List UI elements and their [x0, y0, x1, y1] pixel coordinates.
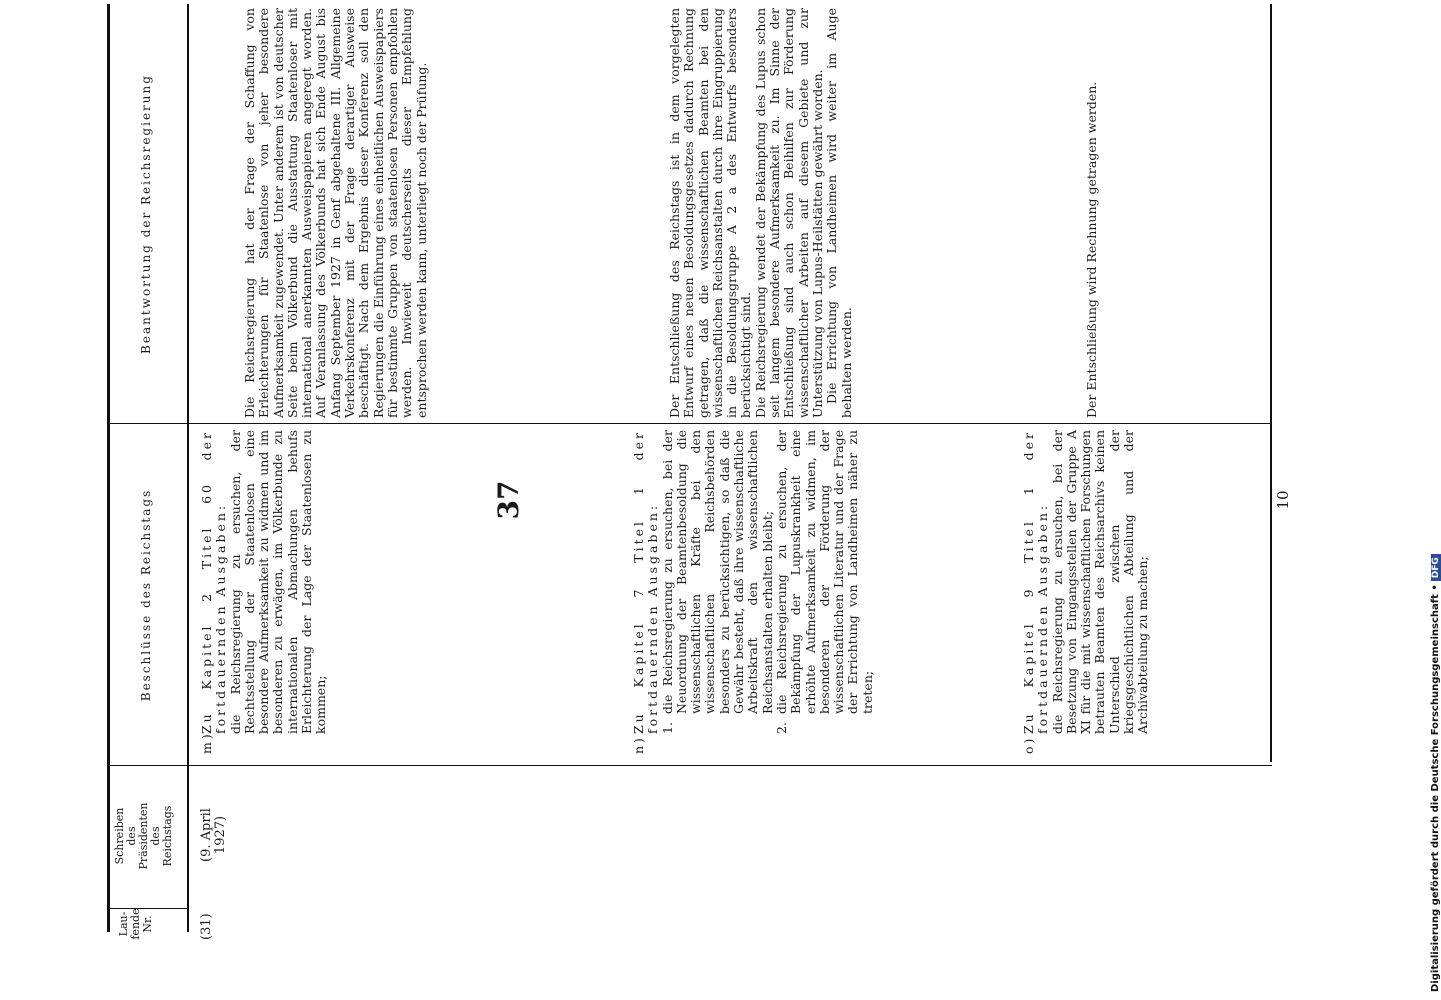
section-o-resolution	[1022, 430, 1151, 760]
schreiben-date: (9. April 1927)	[199, 808, 229, 862]
response-paragraph: Die Errichtung von Landheimen wird weiter im Auge behalten werden.	[824, 8, 854, 418]
resolution-item: 2.die Reichsregierung zu ersuchen, der Bekämpfung der Lupuskrankheit eine erhöhte Aufmerksamkeit zu widmen, im besonderen der Förderung der wissenschaftlichen Literatur und der Frage der Errichtung von Landheimen näher zu treten;	[773, 430, 875, 734]
header-beantwortung: Beantwortung der Reichsregierung	[139, 74, 153, 354]
resolution-item: die Reichsregierung zu ersuchen, bei der Besetzung von Eingangsstellen der Gruppe A XI für die mit wissenschaftlichen Forschungen betrauten Beamten des Reichsarchivs keinen Unterschied zwischen der kriegsgeschichtlichen Abteilung und der Archivabteilung zu machen;	[1049, 430, 1151, 734]
table-top-rule	[107, 4, 110, 932]
header-nr: Lau- fende Nr.	[117, 908, 154, 940]
section-label: m)	[199, 731, 214, 754]
header-beschluesse: Beschlüsse des Reichstags	[139, 488, 153, 702]
section-label: o)	[1021, 735, 1036, 754]
row-number: (31)	[199, 913, 214, 940]
section-o-response	[1085, 8, 1099, 418]
dfg-logo: DFG	[1431, 554, 1441, 581]
footer-number: 10	[1274, 490, 1292, 510]
column-divider-beschluesse	[107, 423, 1272, 424]
section-heading: Zu Kapitel 9 Titel 1 der fortdauernden Ausgaben:	[1021, 430, 1051, 734]
response-paragraph: Die Reichsregierung hat der Frage der Schaffung von Erleichterungen für Staatenlose von jeher besondere Aufmerksamkeit zugewendet. Unter anderem ist von deutscher Seite beim Völkerbund die Ausstattung Staatenloser mit international anerkannten Ausweispapieren angeregt worden. Auf Veranlassung des Völkerbunds hat sich Ende August bis Anfang September 1927 in Genf abgehaltene III. Allgemeine Verkehrskonferenz mit der Frage derartiger Ausweise beschäftigt. Nach dem Ergebnis dieser Konferenz soll den Regierungen die Einführung eines einheitlichen Ausweispapiers für bestimmte Gruppen von staatenlosen Personen empfohlen werden. Inwieweit deutscherseits dieser Empfehlung entsprochen werden kann, unterliegt noch der Prüfung.	[242, 8, 429, 418]
digitization-credit: Digitalisierung gefördert durch die Deutsche Forschungsgemeinschaft •DFG	[1430, 554, 1441, 992]
response-paragraph: Der Entschließung wird Rechnung getragen werden.	[1084, 81, 1099, 418]
page-number: 37	[492, 480, 525, 520]
section-n-response	[668, 8, 854, 418]
section-n-resolution	[632, 430, 875, 760]
resolution-item: 1.die Reichsregierung zu ersuchen, bei der Neuordnung der Beamtenbesoldung die wissenschaftlichen Kräfte bei den wissenschaftlichen Reichsbehörden besonders zu berücksichtigen, so daß die Gewähr besteht, daß ihre wissenschaftliche Arbeitskraft den wissenschaftlichen Reichsanstalten erhalten bleibt;	[659, 430, 775, 734]
section-heading: Zu Kapitel 7 Titel 1 der fortdauernden Ausgaben:	[631, 430, 661, 734]
table-header-rule	[187, 4, 189, 932]
response-paragraph: Der Entschließung des Reichstags ist in dem vorgelegten Entwurf eines neuen Besoldungsgesetzes dadurch Rechnung getragen, daß die wissenschaftlichen Beamten bei den wissenschaftlichen Reichsanstalten durch ihre Eingruppierung in die Besoldungsgruppe A 2 a des Entwurfs besonders berücksichtigt sind.	[667, 8, 754, 418]
resolution-item: die Reichsregierung zu ersuchen, der Rechtsstellung der Staatenlosen eine besondere Aufmerksamkeit zu widmen und im besonderen zu erwägen, im Völkerbunde zu internationalen Abmachungen behufs Erleichterung der Lage der Staatenlosen zu kommen;	[227, 430, 329, 734]
section-heading: Zu Kapitel 2 Titel 60 der fortdauernden Ausgaben:	[199, 430, 229, 734]
section-m-response	[243, 8, 429, 418]
header-schreiben: Schreiben des Präsidenten des Reichstags	[113, 802, 174, 870]
response-paragraph: Die Reichsregierung wendet der Bekämpfung des Lupus schon seit langem besondere Aufmerksamkeit zu. Im Sinne der Entschließung sind auch schon Beihilfen zur Förderung wissenschaftlicher Arbeiten auf diesem Gebiete und zur Unterstützung von Lupus-Heilstätten gewährt worden.	[752, 8, 825, 418]
table-bottom-rule	[1270, 4, 1272, 762]
section-m-resolution	[200, 430, 329, 760]
column-divider-schreiben	[107, 765, 1272, 766]
section-label: n)	[631, 735, 646, 754]
